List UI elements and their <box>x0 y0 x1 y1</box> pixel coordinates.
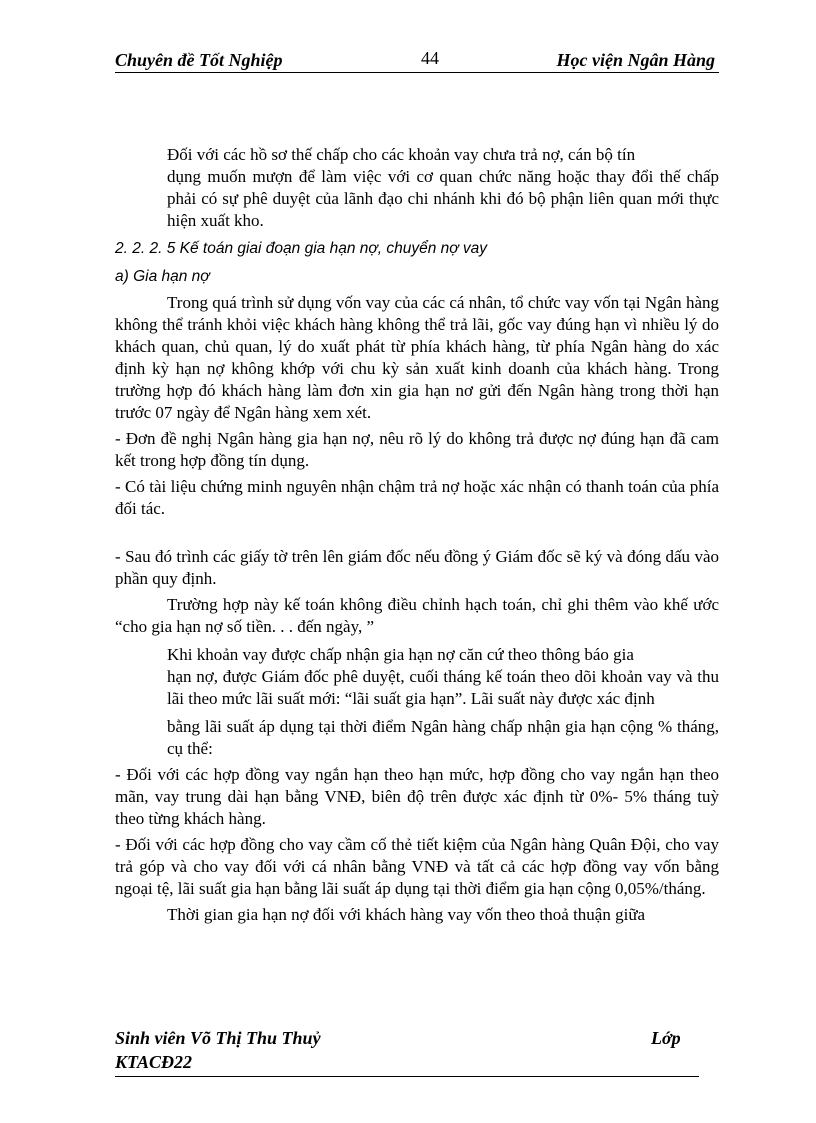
bullet-3: - Sau đó trình các giấy tờ trên lên giám đốc nếu đồng ý Giám đốc sẽ ký và đóng dấu vào phần quy định. <box>115 547 719 588</box>
document-body <box>115 144 719 926</box>
bullet-2: - Có tài liệu chứng minh nguyên nhận chậm trả nợ hoặc xác nhận có thanh toán của phía đối tác. <box>115 477 719 518</box>
bullet-1: - Đơn đề nghị Ngân hàng gia hạn nợ, nêu rõ lý do không trả được nợ đúng hạn đã cam kết trong hợp đồng tín dụng. <box>115 429 719 470</box>
section-heading-2225: 2. 2. 2. 5 Kế toán giai đoạn gia hạn nợ, chuyển nợ vay <box>115 240 488 257</box>
paragraph-2: Trong quá trình sử dụng vốn vay của các cá nhân, tổ chức vay vốn tại Ngân hàng không thể tránh khỏi việc khách hàng không thể trả lãi, gốc vay đúng hạn vì nhiều lý do khách quan, chủ quan, lý do xuất phát từ phía khách hàng, từ phía Ngân hàng do xác định kỳ hạn nợ không khớp với chu kỳ sản xuất kinh doanh của khách hàng. Trong trường hợp đó khách hàng làm đơn xin gia hạn nơ gửi đến Ngân hàng trong thời hạn trước 07 ngày để Ngân hàng xem xét. <box>115 293 719 422</box>
paragraph-4-first-line: Khi khoản vay được chấp nhận gia hạn nợ căn cứ theo thông báo gia <box>167 645 634 664</box>
subsection-heading-a: a) Gia hạn nợ <box>115 268 210 285</box>
header-institution: Học viện Ngân Hàng <box>556 50 715 70</box>
page-header <box>115 48 719 73</box>
paragraph-4-continued: hạn nợ, được Giám đốc phê duyệt, cuối tháng kế toán theo dõi khoản vay và thu lãi theo mức lãi suất mới: “lãi suất gia hạn”. Lãi suất này được xác định <box>167 667 719 708</box>
footer-student-name: Sinh viên Võ Thị Thu Thuỷ <box>115 1028 321 1048</box>
footer-class-label: Lớp <box>651 1028 681 1048</box>
paragraph-1-continued: dụng muốn mượn để làm việc với cơ quan chức năng hoặc thay đổi thế chấp phải có sự phê duyệt của lãnh đạo chi nhánh khi đó bộ phận liên quan mới thực hiện xuất kho. <box>167 167 719 230</box>
header-title: Chuyên đề Tốt Nghiệp <box>115 50 283 70</box>
paragraph-6: Thời gian gia hạn nợ đối với khách hàng vay vốn theo thoả thuận giữa <box>167 905 646 924</box>
paragraph-1-first-line: Đối với các hồ sơ thế chấp cho các khoản vay chưa trả nợ, cán bộ tín <box>167 145 636 164</box>
footer-class-code: KTACĐ22 <box>115 1052 193 1072</box>
bullet-4: - Đối với các hợp đồng vay ngắn hạn theo hạn mức, hợp đồng cho vay ngắn hạn theo mãn, vay trung dài hạn bằng VNĐ, biên độ trên được xác định từ 0%- 5% tháng tuỳ theo từng khách hàng. <box>115 765 719 828</box>
bullet-5: - Đối với các hợp đồng cho vay cầm cố thẻ tiết kiệm của Ngân hàng Quân Đội, cho vay trả góp và cho vay đối với cá nhân bằng VNĐ và tất cả các hợp đồng vay vốn bằng ngoại tệ, lãi suất gia hạn bằng lãi suất áp dụng tại thời điểm gia hạn cộng 0,05%/tháng. <box>115 835 719 898</box>
paragraph-3: Trường hợp này kế toán không điều chỉnh hạch toán, chỉ ghi thêm vào khế ước “cho gia hạn nợ số tiền. . . đến ngày, ” <box>115 595 719 636</box>
page-footer <box>115 1028 699 1077</box>
page-number: 44 <box>421 48 439 68</box>
paragraph-5: bằng lãi suất áp dụng tại thời điểm Ngân hàng chấp nhận gia hạn cộng % tháng, cụ thể: <box>167 717 719 758</box>
